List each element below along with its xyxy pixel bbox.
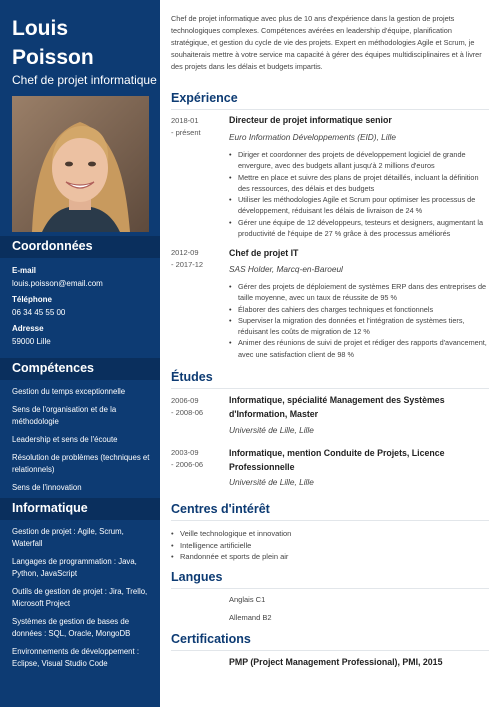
it-skill-item: Langages de programmation : Java, Python, JavaScript (12, 557, 137, 578)
job-date-start: 2018-01 (171, 116, 199, 125)
education-school: Université de Lille, Lille (229, 477, 314, 487)
skill-item: Résolution de problèmes (techniques et relationnels) (12, 453, 150, 474)
address-value: 59000 Lille (12, 337, 51, 346)
skills-section-header (0, 358, 160, 380)
education-date-end: - 2008-06 (171, 408, 204, 417)
language-item: Allemand B2 (229, 613, 272, 622)
profile-summary: Chef de projet informatique avec plus de 10 ans d'expérience dans la gestion de projets technologiques complexes. Compétences avérées en leadership d'équipe, planification stratégique, et gestion du cycle de vie des projets. Expert en méthodologies Agile et Scrum, je souhaiterais mettre à votre service ma capacité à gérer des équipes multidisciplinaires et à livrer des projets dans les délais et budgets impartis. (171, 14, 482, 71)
job-date (171, 115, 221, 139)
experience-heading: Expérience (171, 91, 489, 110)
interests-list (171, 528, 471, 563)
education-title: Informatique, mention Conduite de Projets, Licence Professionnelle (229, 448, 445, 472)
phone-label: Téléphone (12, 295, 53, 304)
job-bullet: • Mettre en place et suivre des plans de projet détaillés, incluant la définition des ressources, des délais et des budgets (229, 172, 491, 195)
last-name: Poisson (12, 46, 94, 69)
interest-item: • Veille technologique et innovation (171, 528, 471, 540)
education-school: Université de Lille, Lille (229, 425, 314, 435)
certifications-heading: Certifications (171, 632, 489, 651)
job-date-end: - présent (171, 128, 201, 137)
job-bullet: • Gérer des projets de déploiement de systèmes ERP dans des entreprises de taille moyenne, avec un taux de réussite de 95 % (229, 281, 491, 304)
job-company: SAS Holder, Marcq-en-Baroeul (229, 264, 343, 274)
job-bullet: • Élaborer des cahiers des charges techniques et fonctionnels (229, 304, 491, 315)
it-section-header (0, 498, 160, 520)
it-skill-item: Outils de gestion de projet : Jira, Trello, Microsoft Project (12, 587, 148, 608)
skill-item: Gestion du temps exceptionnelle (12, 387, 126, 396)
it-skill-item: Systèmes de gestion de bases de données : SQL, Oracle, MongoDB (12, 617, 131, 638)
job-bullet: • Diriger et coordonner des projets de développement logiciel de grande envergure, avec des budgets allant jusqu'à 2 millions d'euros (229, 149, 491, 172)
first-name: Louis (12, 17, 68, 40)
address-label: Adresse (12, 324, 44, 333)
interest-item: • Intelligence artificielle (171, 540, 471, 552)
email-value: louis.poisson@email.com (12, 279, 103, 288)
it-skill-item: Environnements de développement : Eclipse, Visual Studio Code (12, 647, 139, 668)
certification-item: PMP (Project Management Professional), PMI, 2015 (229, 657, 443, 667)
profile-photo (12, 96, 149, 232)
job-title-heading: Chef de projet IT (229, 248, 299, 258)
skills-heading: Compétences (12, 361, 94, 375)
education-date-start: 2003-09 (171, 448, 199, 457)
education-date-end: - 2006-06 (171, 460, 204, 469)
skill-item: Leadership et sens de l'écoute (12, 435, 118, 444)
email-label: E-mail (12, 266, 37, 275)
job-bullets (229, 281, 491, 360)
job-bullets (229, 149, 491, 239)
job-title: Chef de projet informatique (12, 73, 157, 87)
job-bullet: • Animer des réunions de suivi de projet et rédiger des rapports d'avancement, avec une satisfaction client de 98 % (229, 337, 491, 360)
it-skill-item: Gestion de projet : Agile, Scrum, Waterfall (12, 527, 124, 548)
job-bullet: • Superviser la migration des données et l'intégration de systèmes tiers, réduisant les coûts de migration de 12 % (229, 315, 491, 338)
phone-value: 06 34 45 55 00 (12, 308, 66, 317)
education-date-start: 2006-09 (171, 396, 199, 405)
it-skills-list (12, 526, 152, 670)
contact-section-header (0, 236, 160, 258)
education-heading: Études (171, 370, 489, 389)
languages-heading: Langues (171, 570, 489, 589)
job-bullet: • Gérer une équipe de 12 développeurs, testeurs et designers, augmentant la productivité de l'équipe de 27 % grâce à des processus améliorés (229, 217, 491, 240)
portrait-image (12, 96, 149, 232)
contact-heading: Coordonnées (12, 239, 93, 253)
education-date (171, 447, 221, 471)
sidebar (0, 0, 160, 707)
job-date (171, 247, 221, 271)
interest-item: • Randonnée et sports de plein air (171, 551, 471, 563)
job-date-start: 2012-09 (171, 248, 199, 257)
education-date (171, 395, 221, 419)
language-item: Anglais C1 (229, 595, 266, 604)
job-company: Euro Information Développements (EID), Lille (229, 132, 396, 142)
education-title: Informatique, spécialité Management des Systèmes d'Information, Master (229, 395, 445, 419)
skills-list (12, 386, 152, 494)
interests-heading: Centres d'intérêt (171, 502, 489, 521)
job-title-heading: Directeur de projet informatique senior (229, 115, 392, 125)
job-bullet: • Utiliser les méthodologies Agile et Scrum pour optimiser les processus de développement, réduisant les délais de livraison de 24 % (229, 194, 491, 217)
job-date-end: - 2017-12 (171, 260, 204, 269)
skill-item: Sens de l'organisation et de la méthodologie (12, 405, 117, 426)
it-heading: Informatique (12, 501, 88, 515)
skill-item: Sens de l'innovation (12, 483, 82, 492)
candidate-name (12, 14, 94, 72)
